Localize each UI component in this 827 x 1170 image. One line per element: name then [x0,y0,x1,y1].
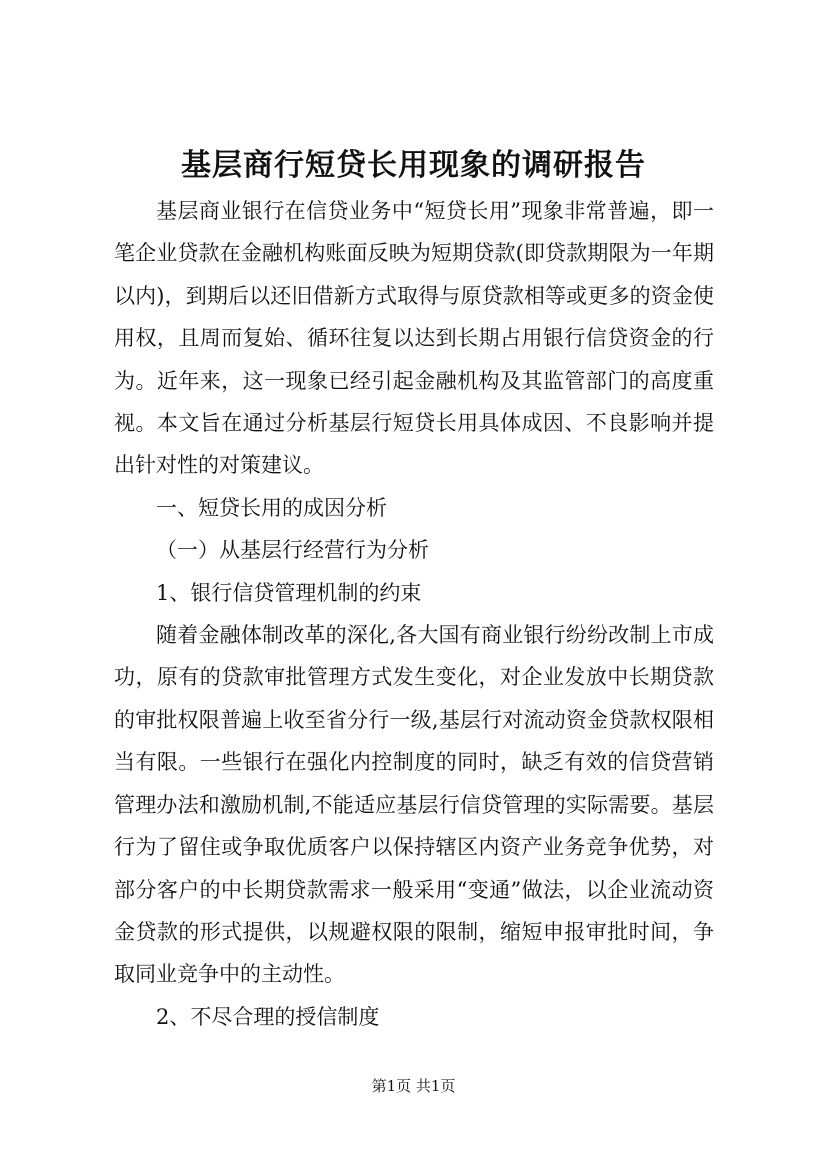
page-footer: 第1页 共1页 [371,1077,456,1095]
section-heading-1: 一、短贷长用的成因分析 [156,495,387,520]
body-paragraph: 随着金融体制改革的深化,各大国有商业银行纷纷改制上市成功，原有的贷款审批管理方式发生变化，对企业发放中长期贷款的审批权限普遍上收至省分行一级,基层行对流动资金贷款权限相当有限。一些银行在强化内控制度的同时，缺乏有效的信贷营销管理办法和激励机制,不能适应基层行信贷管理的实际需要。基层行为了留住或争取优质客户以保持辖区内资产业务竞争优势，对部分客户的中长期贷款需求一般采用“变通”做法，以企业流动资金贷款的形式提供，以规避权限的限制，缩短申报审批时间，争取同业竞争中的主动性。 [114,623,714,987]
document-title: 基层商行短贷长用现象的调研报告 [181,148,646,183]
point-heading-2: 2、不尽合理的授信制度 [156,1004,380,1029]
subsection-heading-1: （一）从基层行经营行为分析 [156,538,429,563]
intro-paragraph: 基层商业银行在信贷业务中“短贷长用”现象非常普遍，即一笔企业贷款在金融机构账面反映为短期贷款(即贷款期限为一年期以内)，到期后以还旧借新方式取得与原贷款相等或更多的资金使用权，且周而复始、循环往复以达到长期占用银行信贷资金的行为。近年来，这一现象已经引起金融机构及其监管部门的高度重视。本文旨在通过分析基层行短贷长用具体成因、不良影响并提出针对性的对策建议。 [114,199,714,478]
point-heading-1: 1、银行信贷管理机制的约束 [156,580,422,605]
document-body [114,190,714,1038]
